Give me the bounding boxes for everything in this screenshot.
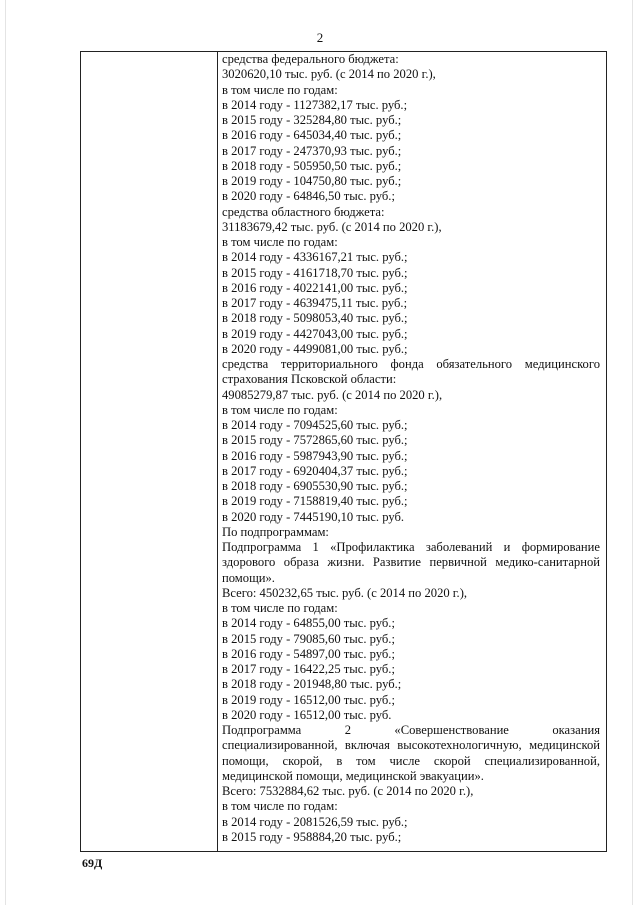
text-line: в 2016 году - 5987943,90 тыс. руб.; — [222, 448, 408, 463]
page-number: 2 — [316, 30, 324, 45]
funding-text-cell — [222, 52, 600, 845]
document-table — [80, 51, 607, 852]
text-line: в 2019 году - 7158819,40 тыс. руб.; — [222, 494, 408, 509]
column-divider — [217, 52, 218, 851]
text-line: помощи, скорой, в том числе скорой специализированной, — [222, 753, 600, 768]
text-line: в 2018 году - 6905530,90 тыс. руб.; — [222, 479, 408, 493]
text-line: специализированной, включая высокотехнологичную, медицинской — [222, 738, 600, 753]
text-line: в том числе по годам: — [222, 402, 338, 417]
text-line: в 2014 году - 64855,00 тыс. руб.; — [222, 616, 395, 631]
text-line: в 2014 году - 7094525,60 тыс. руб.; — [222, 418, 408, 432]
scan-edge-right — [632, 0, 633, 905]
text-line: в 2015 году - 4161718,70 тыс. руб.; — [222, 265, 408, 280]
text-line: в том числе по годам: — [222, 82, 338, 97]
text-line: в 2019 году - 4427043,00 тыс. руб.; — [222, 326, 408, 341]
text-line: в том числе по годам: — [222, 601, 338, 615]
text-line: в том числе по годам: — [222, 235, 338, 249]
text-line: средства федерального бюджета: — [222, 52, 399, 66]
text-line: в 2014 году - 4336167,21 тыс. руб.; — [222, 250, 408, 265]
text-line: в 2018 году - 201948,80 тыс. руб.; — [222, 677, 402, 692]
text-line: По подпрограммам: — [222, 524, 329, 539]
text-line: в 2016 году - 645034,40 тыс. руб.; — [222, 128, 402, 143]
text-line: в 2016 году - 4022141,00 тыс. руб.; — [222, 280, 408, 295]
text-line: помощи». — [222, 570, 275, 585]
text-line: 49085279,87 тыс. руб. (с 2014 по 2020 г.), — [222, 387, 443, 402]
text-line: в 2015 году - 958884,20 тыс. руб.; — [222, 829, 402, 844]
text-line: в 2017 году - 16422,25 тыс. руб.; — [222, 662, 395, 676]
text-line: 31183679,42 тыс. руб. (с 2014 по 2020 г.), — [222, 219, 442, 234]
text-line: Всего: 450232,65 тыс. руб. (с 2014 по 2020 г.), — [222, 585, 468, 600]
text-line: в 2017 году - 6920404,37 тыс. руб.; — [222, 463, 408, 478]
text-line: в 2015 году - 79085,60 тыс. руб.; — [222, 631, 395, 646]
text-line: в 2018 году - 505950,50 тыс. руб.; — [222, 158, 402, 173]
text-line: средства территориального фонда обязательного медицинского — [222, 357, 600, 371]
text-line: здорового образа жизни. Развитие первичной медико-санитарной — [222, 555, 600, 570]
text-line: в 2019 году - 104750,80 тыс. руб.; — [222, 174, 402, 188]
text-line: Подпрограмма 1 «Профилактика заболеваний и формирование — [222, 540, 600, 554]
text-line: в 2016 году - 54897,00 тыс. руб.; — [222, 646, 395, 661]
text-line: средства областного бюджета: — [222, 204, 385, 219]
text-line: в 2014 году - 1127382,17 тыс. руб.; — [222, 97, 408, 112]
text-line: страхования Псковской области: — [222, 372, 397, 387]
text-line: медицинской помощи, медицинской эвакуации». — [222, 768, 484, 783]
text-line: 3020620,10 тыс. руб. (с 2014 по 2020 г.), — [222, 67, 436, 82]
text-line: в 2014 году - 2081526,59 тыс. руб.; — [222, 814, 408, 829]
scan-edge-left — [5, 0, 6, 905]
text-line: Подпрограмма 2 «Совершенствование оказания — [222, 723, 600, 737]
text-line: в 2015 году - 7572865,60 тыс. руб.; — [222, 433, 408, 448]
text-line: в 2015 году - 325284,80 тыс. руб.; — [222, 113, 402, 127]
footer-code: 69Д — [82, 856, 103, 870]
text-line: в 2020 году - 7445190,10 тыс. руб. — [222, 509, 405, 524]
text-line: в 2017 году - 4639475,11 тыс. руб.; — [222, 296, 408, 310]
text-line: в 2020 году - 64846,50 тыс. руб.; — [222, 189, 395, 204]
text-line: в 2017 году - 247370,93 тыс. руб.; — [222, 143, 402, 158]
text-line: в том числе по годам: — [222, 799, 338, 814]
text-line: в 2020 году - 4499081,00 тыс. руб.; — [222, 341, 408, 356]
text-line: в 2019 году - 16512,00 тыс. руб.; — [222, 692, 395, 707]
text-line: Всего: 7532884,62 тыс. руб. (с 2014 по 2020 г.), — [222, 784, 474, 798]
text-line: в 2020 году - 16512,00 тыс. руб. — [222, 707, 392, 722]
text-line: в 2018 году - 5098053,40 тыс. руб.; — [222, 311, 408, 326]
